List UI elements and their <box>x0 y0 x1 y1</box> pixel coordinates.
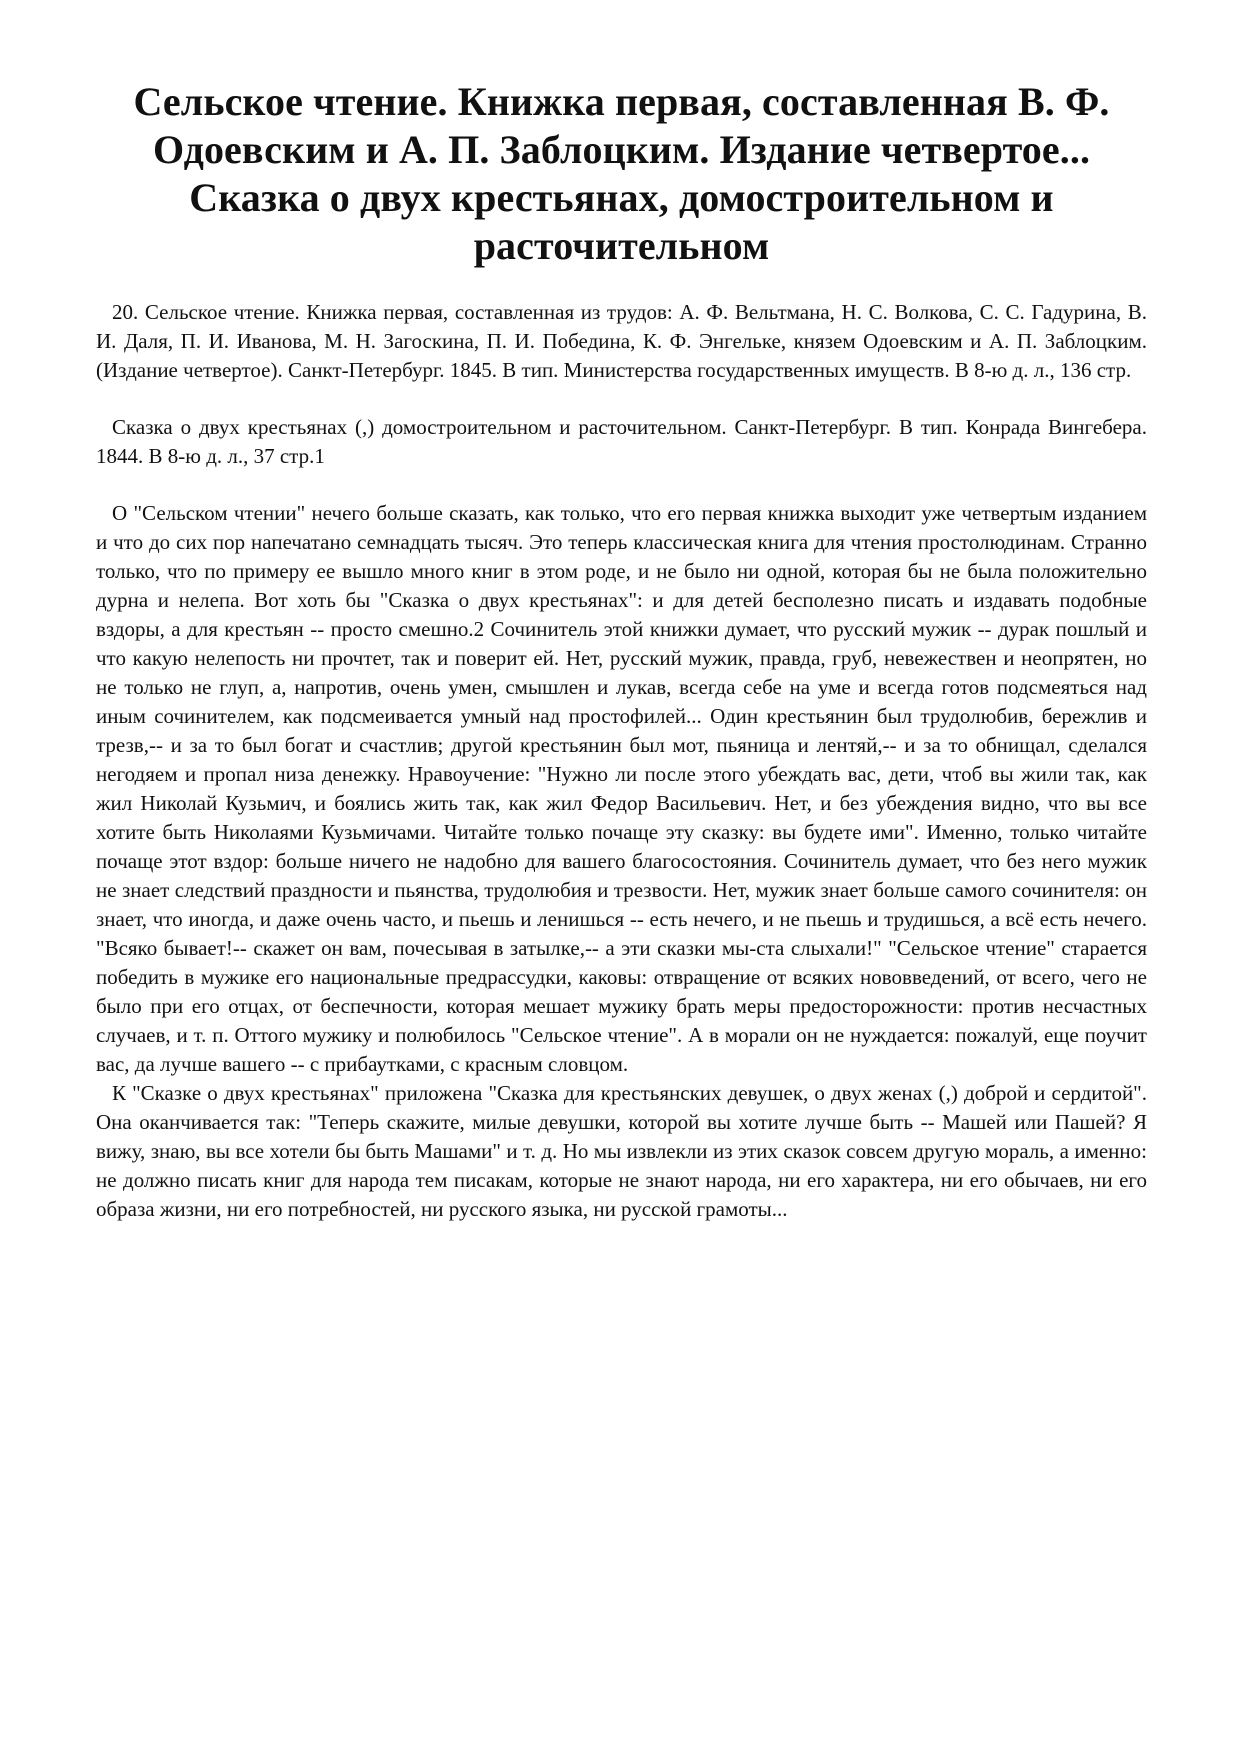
paragraph-spacer <box>96 471 1147 499</box>
review-paragraph-1: О "Сельском чтении" нечего больше сказать, как только, что его первая книжка выходит уже четвертым изданием и что до сих пор напечатано семнадцать тысяч. Это теперь классическая книга для чтения простолюдинам. Странно только, что по примеру ее вышло много книг в этом роде, и не было ни одной, которая бы не была положительно дурна и нелепа. Вот хоть бы "Сказка о двух крестьянах": и для детей бесполезно писать и издавать подобные вздоры, а для крестьян -- просто смешно.2 Сочинитель этой книжки думает, что русский мужик -- дурак пошлый и что какую нелепость ни прочтет, так и поверит ей. Нет, русский мужик, правда, груб, невежествен и неопрятен, но не только не глуп, а, напротив, очень умен, смышлен и лукав, всегда себе на уме и всегда готов подсмеяться над иным сочинителем, как подсмеивается умный над простофилей... Один крестьянин был трудолюбив, бережлив и трезв,-- и за то был богат и счастлив; другой крестьянин был мот, пьяница и лентяй,-- и за то обнищал, сделался негодяем и пропал низа денежку. Нравоучение: "Нужно ли после этого убеждать вас, дети, чтоб вы жили так, как жил Николай Кузьмич, и боялись жить так, как жил Федор Васильевич. Нет, и без убеждения видно, что вы все хотите быть Николаями Кузьмичами. Читайте только почаще эту сказку: вы будете ими". Именно, только читайте почаще этот вздор: больше ничего не надобно для вашего благосостояния. Сочинитель думает, что без него мужик не знает следствий праздности и пьянства, трудолюбия и трезвости. Нет, мужик знает больше самого сочинителя: он знает, что иногда, и даже очень часто, и пьешь и ленишься -- есть нечего, и не пьешь и трудишься, а всё есть нечего. "Всяко бывает!-- скажет он вам, почесывая в затылке,-- а эти сказки мы-ста слыхали!" "Сельское чтение" старается победить в мужике его национальные предрассудки, каковы: отвращение от всяких нововведений, от всего, чего не было при его отцах, от беспечности, которая мешает мужику брать меры предосторожности: против несчастных случаев, и т. п. Оттого мужику и полюбилось "Сельское чтение". А в морали он не нуждается: пожалуй, еще поучит вас, да лучше вашего -- с прибаутками, с красным словцом. <box>96 501 1147 1076</box>
document-page <box>96 78 1147 1224</box>
review-paragraph-2: К "Сказке о двух крестьянах" приложена "Сказка для крестьянских девушек, о двух женах (,) доброй и сердитой". Она оканчивается так: "Теперь скажите, милые девушки, которой вы хотите лучше быть -- Машей или Пашей? Я вижу, знаю, вы все хотели бы быть Машами" и т. д. Но мы извлекли из этих сказок совсем другую мораль, а именно: не должно писать книг для народа тем писакам, которые не знают народа, ни его характера, ни его обычаев, ни его образа жизни, ни его потребностей, ни русского языка, ни русской грамоты... <box>96 1081 1147 1221</box>
bibliographic-entry-2: Сказка о двух крестьянах (,) домостроительном и расточительном. Санкт-Петербург. В тип. Конрада Вингебера. 1844. В 8-ю д. л., 37 стр.1 <box>96 415 1147 468</box>
bibliographic-entry-1: 20. Сельское чтение. Книжка первая, составленная из трудов: А. Ф. Вельтмана, Н. С. Волкова, С. С. Гадурина, В. И. Даля, П. И. Иванова, М. Н. Загоскина, П. И. Победина, К. Ф. Энгельке, князем Одоевским и А. П. Заблоцким. (Издание четвертое). Санкт-Петербург. 1845. В тип. Министерства государственных имуществ. В 8-ю д. л., 136 стр. <box>96 300 1147 382</box>
document-body <box>96 298 1147 1224</box>
paragraph-spacer <box>96 385 1147 413</box>
document-title: Сельское чтение. Книжка первая, составленная В. Ф. Одоевским и А. П. Заблоцким. Издание четвертое... Сказка о двух крестьянах, домостроительном и расточительном <box>133 79 1110 268</box>
